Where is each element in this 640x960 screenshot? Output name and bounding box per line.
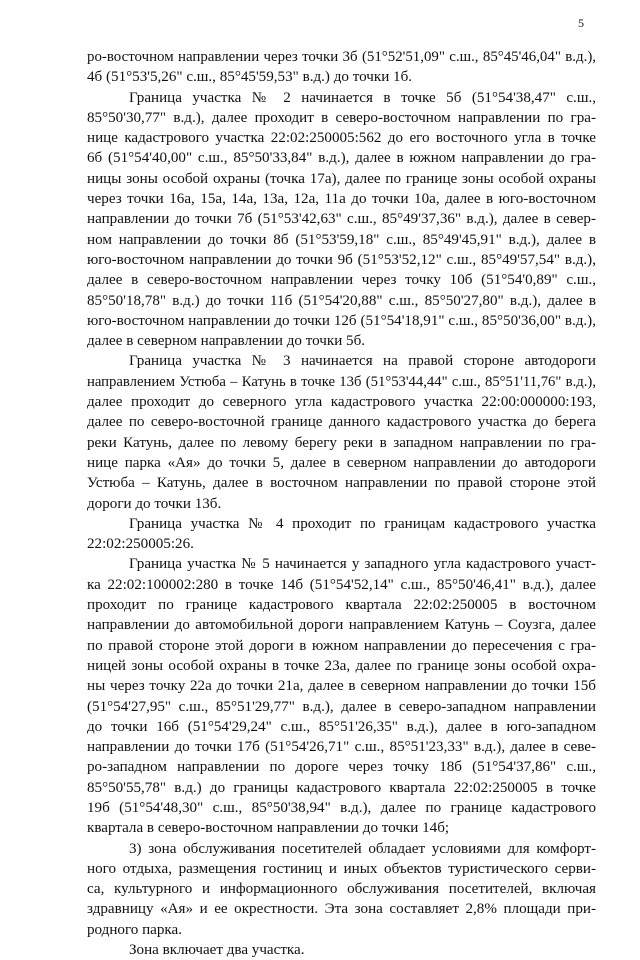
text-line	[0, 230, 640, 250]
text-line	[0, 209, 640, 229]
text-line-content: Граница участка № 2 начинается в точке 5б (51°54'38,47" с.ш.,	[129, 89, 596, 106]
text-line-content: направлении до точки 17б (51°54'26,71" с.ш., 85°51'23,33" в.д.), далее в севе-	[87, 739, 596, 756]
text-line	[0, 351, 640, 371]
text-line-content: Граница участка № 5 начинается у западного угла кадастрового участ-	[129, 556, 596, 573]
text-line-content: 22:02:250005:26.	[87, 536, 194, 553]
text-line-content: нице парка «Ая» до точки 5, далее в северном направлении до автодороги	[87, 454, 596, 471]
text-line	[0, 128, 640, 148]
text-line	[0, 879, 640, 899]
text-line-content: ро-западном направлении по дороге через точку 18б (51°54'37,86" с.ш.,	[87, 759, 596, 776]
text-line-content: 4б (51°53'5,26" с.ш., 85°45'59,53" в.д.) до точки 1б.	[87, 69, 413, 86]
text-line	[0, 778, 640, 798]
text-line-content: проходит по границе кадастрового квартала 22:02:250005 в восточном	[87, 597, 596, 614]
text-line-content: юго-восточном направлении до точки 9б (51°53'52,12" с.ш., 85°49'57,54" в.д.),	[87, 251, 596, 268]
text-line-content: до точки 16б (51°54'29,24" с.ш., 85°51'26,35" в.д.), далее в юго-западном	[87, 718, 596, 735]
text-line-content: Зона включает два участка.	[129, 942, 305, 959]
text-line	[0, 717, 640, 737]
text-line	[0, 473, 640, 493]
text-line-content: 85°50'18,78" в.д.) до точки 11б (51°54'20,88" с.ш., 85°50'27,80" в.д.), далее в	[87, 292, 596, 309]
text-line	[0, 534, 640, 554]
text-line-content: ницей зоны особой охраны в точке 23а, далее по границе зоны особой охра-	[87, 657, 596, 674]
text-line	[0, 169, 640, 189]
text-line-content: направлении до автомобильной дороги направлением Катунь – Соузга, далее	[87, 617, 596, 634]
text-line	[0, 737, 640, 757]
text-line-content: ном направлении до точки 8б (51°53'59,18" с.ш., 85°49'45,91" в.д.), далее в	[87, 231, 596, 248]
text-line-content: далее в северном направлении до точки 5б.	[87, 333, 366, 350]
text-line-content: реки Катунь, далее по левому берегу реки в западном направлении по гра-	[87, 434, 596, 451]
text-line	[0, 108, 640, 128]
text-line	[0, 392, 640, 412]
text-line-content: 6б (51°54'40,00" с.ш., 85°50'33,84" в.д.), далее в южном направлении до гра-	[87, 150, 596, 167]
text-line-content: 3) зона обслуживания посетителей обладает условиями для комфорт-	[129, 840, 596, 857]
text-line	[0, 270, 640, 290]
text-line-content: Граница участка № 3 начинается на правой стороне автодороги	[129, 353, 596, 370]
text-line-content: (51°54'27,95" с.ш., 85°51'29,77" в.д.), далее в северо-западном направлении	[87, 698, 596, 715]
text-line-content: далее по северо-восточной границе данного кадастрового участка до берега	[87, 414, 596, 431]
text-line-content: Граница участка № 4 проходит по границам кадастрового участка	[129, 515, 596, 532]
text-line-content: са, культурного и информационного обслуживания посетителей, включая	[87, 881, 596, 898]
text-line	[0, 818, 640, 838]
text-line-content: направлением Устюба – Катунь в точке 13б (51°53'44,44" с.ш., 85°51'11,76" в.д.),	[87, 373, 596, 390]
text-line	[0, 697, 640, 717]
text-line-content: далее проходит до северного угла кадастрового участка 22:00:000000:193,	[87, 394, 596, 411]
text-line-content: направлении до точки 7б (51°53'42,63" с.ш., 85°49'37,36" в.д.), далее в север-	[87, 211, 596, 228]
text-line	[0, 250, 640, 270]
text-line	[0, 453, 640, 473]
text-line-content: ка 22:02:100002:280 в точке 14б (51°54'52,14" с.ш., 85°50'46,41" в.д.), далее	[87, 576, 596, 593]
text-line-content: ро-восточном направлении через точки 3б (51°52'51,09" с.ш., 85°45'46,04" в.д.),	[87, 49, 596, 65]
body-text	[0, 47, 640, 960]
text-line	[0, 656, 640, 676]
text-line	[0, 88, 640, 108]
text-line	[0, 940, 640, 960]
text-line-content: юго-восточном направлении до точки 12б (51°54'18,91" с.ш., 85°50'36,00" в.д.),	[87, 312, 596, 329]
text-line	[0, 514, 640, 534]
text-line	[0, 899, 640, 919]
text-line	[0, 311, 640, 331]
text-line	[0, 839, 640, 859]
text-line	[0, 554, 640, 574]
text-line-content: дороги до точки 13б.	[87, 495, 222, 512]
text-line	[0, 575, 640, 595]
text-line	[0, 291, 640, 311]
text-line	[0, 757, 640, 777]
text-line	[0, 798, 640, 818]
text-line-content: 85°50'55,78" в.д.) до границы кадастрового квартала 22:02:250005 в точке	[87, 779, 596, 796]
text-line	[0, 331, 640, 351]
text-line	[0, 189, 640, 209]
text-line-content: 19б (51°54'48,30" с.ш., 85°50'38,94" в.д.), далее по границе кадастрового	[87, 799, 596, 816]
text-line	[0, 494, 640, 514]
text-line	[0, 920, 640, 940]
text-line	[0, 47, 640, 67]
text-line	[0, 859, 640, 879]
text-line-content: нице кадастрового участка 22:02:250005:562 до его восточного угла в точке	[87, 130, 596, 147]
text-line	[0, 595, 640, 615]
text-line-content: Устюба – Катунь, далее в восточном направлении по правой стороне этой	[87, 475, 596, 492]
text-line-content: ны через точку 22а до точки 21а, далее в северном направлении до точки 15б	[87, 678, 596, 695]
text-line-content: ницы зоны особой охраны (точка 17а), далее по границе зоны особой охраны	[87, 170, 596, 187]
text-line	[0, 615, 640, 635]
text-line-content: по правой стороне этой дороги в южном направлении до пересечения с гра-	[87, 637, 596, 654]
text-line	[0, 148, 640, 168]
text-line	[0, 636, 640, 656]
text-line-content: родного парка.	[87, 921, 182, 938]
text-line-content: ного отдыха, размещения гостиниц и иных объектов туристического серви-	[87, 860, 596, 877]
text-line-content: здравницу «Ая» и ее окрестности. Эта зона составляет 2,8% площади при-	[87, 901, 596, 918]
page-number: 5	[578, 16, 584, 30]
text-line	[0, 67, 640, 87]
text-line	[0, 433, 640, 453]
text-line-content: квартала в северо-восточном направлении до точки 14б;	[87, 820, 450, 837]
text-line-content: 85°50'30,77" в.д.), далее проходит в северо-восточном направлении по гра-	[87, 109, 596, 126]
text-line	[0, 372, 640, 392]
text-line-content: далее в северо-восточном направлении через точку 10б (51°54'0,89" с.ш.,	[87, 272, 596, 289]
text-line-content: через точки 16а, 15а, 14а, 13а, 12а, 11а до точки 10а, далее в юго-восточном	[87, 191, 596, 208]
text-line	[0, 412, 640, 432]
text-line	[0, 676, 640, 696]
